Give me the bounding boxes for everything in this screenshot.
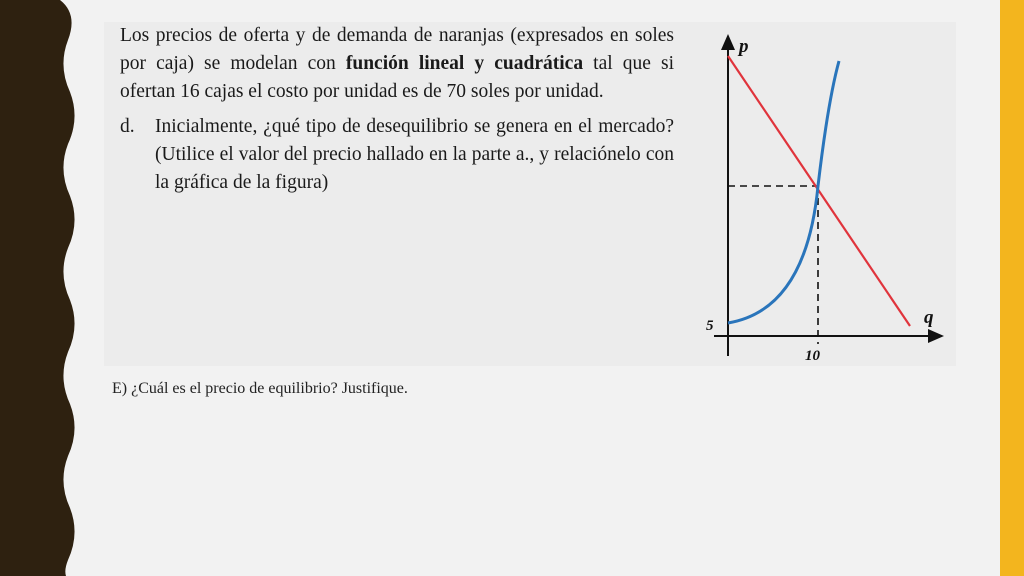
problem-text (120, 22, 674, 197)
wavy-border-shape (0, 0, 75, 576)
y-axis-label: p (739, 36, 749, 57)
decorative-left-border (0, 0, 80, 576)
x-axis-label: q (924, 307, 934, 328)
question-d-label: d. (120, 116, 135, 137)
statement-part-1: Los precios de oferta y de demanda de naranjas (expresados en soles por caja) se modelan con (120, 25, 674, 74)
question-e: E) ¿Cuál es el precio de equilibrio? Justifique. (112, 380, 408, 397)
question-d (120, 113, 674, 197)
problem-statement (120, 22, 674, 106)
right-accent-bar (1000, 0, 1024, 576)
equilibrium-q-label: 10 (805, 348, 820, 364)
x-axis-arrow-icon (928, 329, 944, 343)
statement-part-2: tal que si ofertan 16 cajas el costo por unidad es de 70 soles por unidad. (120, 53, 675, 102)
demand-line (728, 56, 910, 326)
supply-curve (728, 61, 839, 323)
statement-bold-phrase: función lineal y cuadrática (345, 53, 584, 74)
question-d-text: Inicialmente, ¿qué tipo de desequilibrio se genera en el mercado? (Utilice el valor del precio hallado en la parte a., y relaciónelo con la gráfica de la figura) (155, 116, 674, 193)
y-intercept-label: 5 (706, 318, 714, 334)
y-axis-arrow-icon (721, 34, 735, 50)
supply-demand-graph (684, 26, 956, 366)
problem-card (104, 22, 956, 366)
